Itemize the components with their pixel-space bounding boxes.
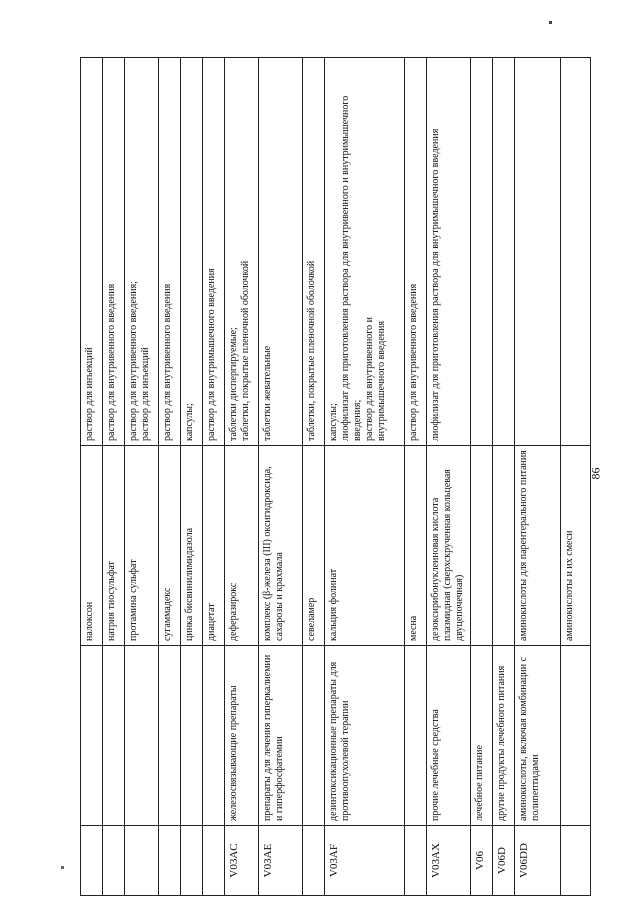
drug-name-cell: диацетат [203,446,225,646]
dosage-form-cell [125,58,159,446]
table-row [515,58,561,896]
dosage-form-cell [159,58,181,446]
atc-code-cell: V03AE [259,826,303,896]
dosage-form-cell [103,58,125,446]
group-cell [303,646,325,826]
group-cell [203,646,225,826]
dosage-form-cell [203,58,225,446]
dosage-form-line: лиофилизат для приготовления раствора для внутривенного и внутримышечного введения; [340,95,363,441]
drug-table-body [81,58,591,896]
scan-speck [61,866,64,869]
dosage-form-line: раствор для внутривенного введения [408,283,419,441]
table-row [427,58,471,896]
drug-name-cell: аминокислоты и их смеси [561,446,591,646]
atc-code-cell: V06DD [515,826,561,896]
dosage-form-cell [515,58,561,446]
dosage-form-cell [493,58,515,446]
table-row [203,58,225,896]
atc-code-cell [561,826,591,896]
dosage-form-line: таблетки диспергируемые; [228,327,239,441]
table-row [471,58,493,896]
group-cell [181,646,203,826]
dosage-form-line: капсулы; [184,403,195,441]
group-cell: дезинтоксикационные препараты для противоопухолевой терапии [325,646,405,826]
table-row [125,58,159,896]
dosage-form-cell [259,58,303,446]
group-cell [159,646,181,826]
group-cell [405,646,427,826]
drug-name-cell: протамина сульфат [125,446,159,646]
drug-table [80,57,591,896]
table-row [259,58,303,896]
dosage-form-line: капсулы; [328,403,339,441]
table-row [181,58,203,896]
atc-code-cell [303,826,325,896]
rotated-content [80,58,594,896]
drug-name-cell: кальция фолинат [325,446,405,646]
table-row [159,58,181,896]
group-cell [81,646,103,826]
drug-name-cell: налоксон [81,446,103,646]
page-number: 86 [588,467,603,480]
dosage-form-cell [471,58,493,446]
dosage-form-line: раствор для инъекций [140,347,151,441]
dosage-form-cell [225,58,259,446]
table-row [303,58,325,896]
drug-name-cell: сугаммадекс [159,446,181,646]
dosage-form-line: таблетки жевательные [262,345,273,441]
drug-name-cell: севеламер [303,446,325,646]
table-row [103,58,125,896]
group-cell [103,646,125,826]
table-row [325,58,405,896]
table-row [81,58,103,896]
drug-name-cell: цинка бисвинилимидазола [181,446,203,646]
group-cell [125,646,159,826]
dosage-form-line: раствор для инъекций [84,347,95,441]
drug-name-cell: натрия тиосульфат [103,446,125,646]
atc-code-cell [81,826,103,896]
dosage-form-line: раствор для внутривенного введения [162,283,173,441]
dosage-form-cell [303,58,325,446]
table-row [493,58,515,896]
drug-name-cell [471,446,493,646]
atc-code-cell: V06D [493,826,515,896]
dosage-form-line: раствор для внутримышечного введения [206,268,217,441]
dosage-form-cell [181,58,203,446]
atc-code-cell [203,826,225,896]
dosage-form-line: раствор для внутривенного введения [106,283,117,441]
atc-code-cell [103,826,125,896]
dosage-form-cell [81,58,103,446]
atc-code-cell [181,826,203,896]
group-cell [561,646,591,826]
rotated-table-area [70,0,584,905]
atc-code-cell: V03AX [427,826,471,896]
dosage-form-line: лиофилизат для приготовления раствора для внутримышечного введения [430,128,441,441]
atc-code-cell: V03AC [225,826,259,896]
dosage-form-line: раствор для внутривенного и [364,316,375,441]
drug-name-cell: аминокислоты для парентерального питания [515,446,561,646]
drug-name-cell [493,446,515,646]
drug-name-cell: деферазирокс [225,446,259,646]
group-cell: аминокислоты, включая комбинации с полипептидами [515,646,561,826]
group-cell: другие продукты лечебного питания [493,646,515,826]
drug-name-cell: комплекс (β-железа (III) оксигидроксида, сахарозы и крахмала [259,446,303,646]
group-cell: железосвязывающие препараты [225,646,259,826]
drug-name-cell: месна [405,446,427,646]
group-cell: прочие лечебные средства [427,646,471,826]
dosage-form-line: таблетки, покрытые пленочной оболочкой [306,260,317,441]
dosage-form-line: раствор для внутривенного введения; [128,281,139,441]
dosage-form-cell [325,58,405,446]
table-row [225,58,259,896]
atc-code-cell [125,826,159,896]
atc-code-cell [159,826,181,896]
group-cell: лечебное питание [471,646,493,826]
atc-code-cell: V03AF [325,826,405,896]
dosage-form-cell [561,58,591,446]
dosage-form-line: таблетки, покрытые пленочной оболочкой [240,260,251,441]
atc-code-cell [405,826,427,896]
drug-name-cell: дезоксирибонуклеиновая кислота плазмидная (сверхскрученная кольцевая двуцепочечная) [427,446,471,646]
dosage-form-cell [405,58,427,446]
dosage-form-line: внутримышечного введения [376,320,387,441]
atc-code-cell: V06 [471,826,493,896]
table-row [405,58,427,896]
dosage-form-cell [427,58,471,446]
table-row [561,58,591,896]
group-cell: препараты для лечения гиперкалиемии и гиперфосфатемии [259,646,303,826]
